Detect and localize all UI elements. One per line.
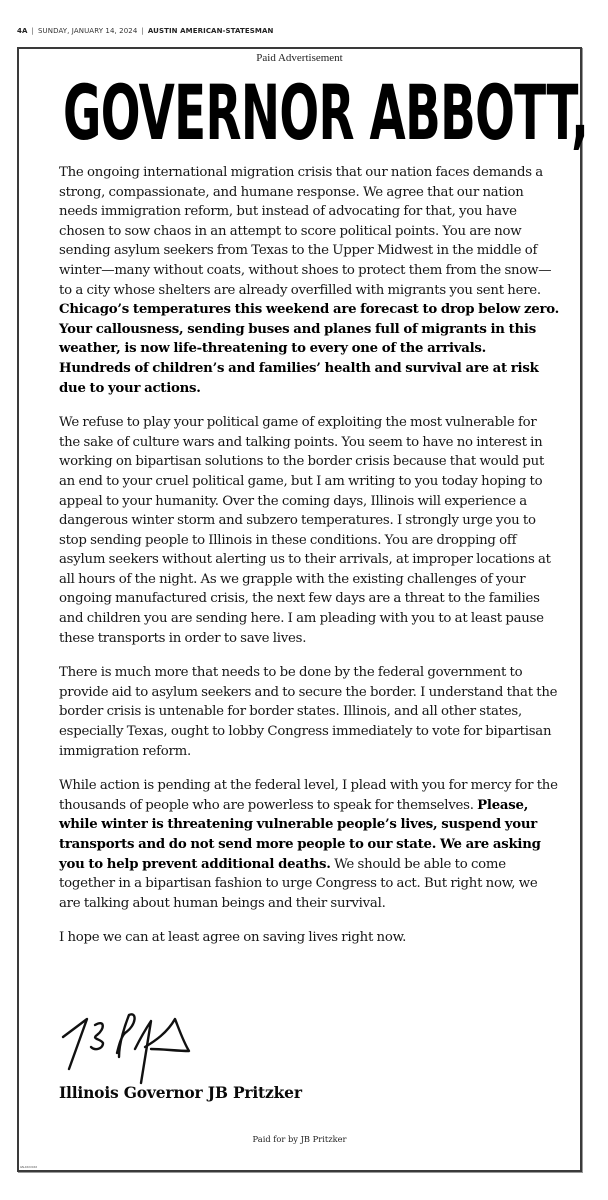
publication-date: SUNDAY, JANUARY 14, 2024 <box>37 27 138 35</box>
paragraph-text: We should be able to come together in a bipartisan fashion to urge Congress to act. But right now, we are talking about human beings and their survival. <box>59 856 538 911</box>
ad-code: GN-XXXXXXX <box>20 1166 38 1169</box>
signature-icon <box>59 1007 204 1087</box>
newspaper-masthead <box>17 27 273 35</box>
separator: | <box>141 27 144 35</box>
paragraph-2 <box>59 413 559 648</box>
separator: | <box>31 27 34 35</box>
page-number: 4A <box>17 27 28 35</box>
paragraph-text: While action is pending at the federal level, I plead with you for mercy for the thousands of people who are powerless to speak for themselves. <box>59 778 558 813</box>
paragraph-bold-text: Chicago’s temperatures this weekend are forecast to drop below zero. Your callousness, sending buses and planes full of migrants in this weather, is now life-threatening to every one of the arrivals. Hundreds of children’s and families’ health and survival are at risk due to your actions. <box>59 302 559 396</box>
paragraph-3 <box>59 663 559 761</box>
paid-for-disclaimer: Paid for by JB Pritzker <box>252 1134 347 1144</box>
headline: GOVERNOR ABBOTT, <box>63 68 589 157</box>
paragraph-5 <box>59 928 559 948</box>
paragraph-text: The ongoing international migration crisis that our nation faces demands a strong, compassionate, and humane response. We agree that our nation needs immigration reform, but instead of advocating for that, you have chosen to sow chaos in an attempt to score political points. You are now sending asylum seekers from Texas to the Upper Midwest in the middle of winter—many without coats, without shoes to protect them from the snow—to a city whose shelters are already overfilled with migrants you sent here. <box>59 165 552 298</box>
paragraph-text: There is much more that needs to be done by the federal government to provide aid to asylum seekers and to secure the border. I understand that the border crisis is untenable for border states. Illinois, and all other states, especially Texas, ought to lobby Congress immediately to vote for bipartisan immigration reform. <box>59 665 558 759</box>
letter-body <box>59 163 559 963</box>
paragraph-text: I hope we can at least agree on saving lives right now. <box>59 930 407 946</box>
newspaper-name: AUSTIN AMERICAN-STATESMAN <box>147 27 274 35</box>
paragraph-1 <box>59 163 559 398</box>
paragraph-4 <box>59 776 559 913</box>
paragraph-text: We refuse to play your political game of exploiting the most vulnerable for the sake of culture wars and talking points. You seem to have no interest in working on bipartisan solutions to the border crisis because that would put an end to your cruel political game, but I am writing to you today hoping to appeal to your humanity. Over the coming days, Illinois will experience a dangerous winter storm and subzero temperatures. I strongly urge you to stop sending people to Illinois in these conditions. You are dropping off asylum seekers without alerting us to their arrivals, at improper locations at all hours of the night. As we grapple with the existing challenges of your ongoing manufactured crisis, the next few days are a threat to the families and children you are sending here. I am pleading with you to at least pause these transports in order to save lives. <box>59 415 551 646</box>
paragraph-bold-text: Please, while winter is threatening vulnerable people’s lives, suspend your transports and do not send more people to our state. We are asking you to help prevent additional deaths. <box>59 797 541 872</box>
advertisement-box <box>17 47 589 1172</box>
signer-name: Illinois Governor JB Pritzker <box>59 1083 302 1102</box>
paid-advertisement-label: Paid Advertisement <box>256 52 343 64</box>
